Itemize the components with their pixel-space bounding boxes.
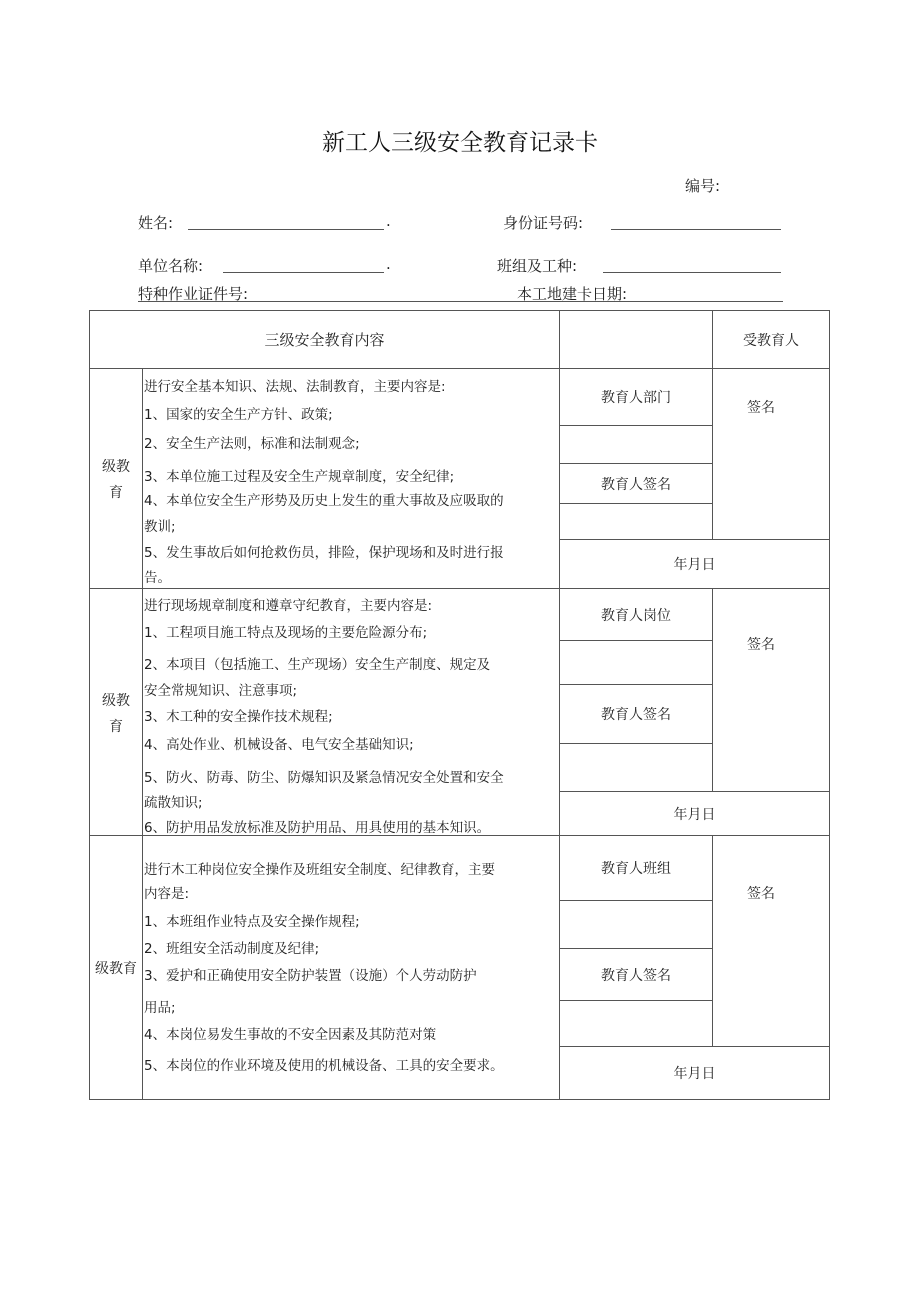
header-trainee: 受教育人 <box>743 332 799 349</box>
stage3-label: 级教育 <box>95 961 137 977</box>
stage2-content-line: 4、高处作业、机械设备、电气安全基础知识; <box>144 737 414 753</box>
stage1-content-line: 4、本单位安全生产形势及历史上发生的重大事故及应吸取的 <box>144 493 504 509</box>
stage2-label: 级教 育 <box>102 693 130 735</box>
special-cert-label: 特种作业证件号: <box>138 285 249 303</box>
stage2-educator-sign-field[interactable] <box>560 744 712 791</box>
id-number-label: 身份证号码: <box>503 214 584 232</box>
serial-number-label: 编号: <box>685 177 721 195</box>
stage1-bottom <box>89 588 830 589</box>
header-underline[interactable] <box>138 301 783 302</box>
table-border-bottom <box>89 1099 830 1100</box>
stage3-content-line: 5、本岗位的作业环境及使用的机械设备、工具的安全要求。 <box>144 1058 504 1074</box>
header-education-content: 三级安全教育内容 <box>264 331 385 349</box>
stage2-educator-post: 教育人岗位 <box>601 607 671 624</box>
unit-name-field-dot: . <box>386 255 391 273</box>
stage3-educator-sign-field[interactable] <box>560 1001 712 1046</box>
stage1-educator-sign-field[interactable] <box>560 504 712 539</box>
page-title: 新工人三级安全教育记录卡 <box>322 130 598 156</box>
stage3-educator-team: 教育人班组 <box>601 861 671 877</box>
stage1-content-line: 3、本单位施工过程及安全生产规章制度，安全纪律; <box>144 469 455 485</box>
card-date-label: 本工地建卡日期: <box>517 285 628 303</box>
stage3-content-line: 2、班组安全活动制度及纪律; <box>144 941 320 957</box>
table-border-right <box>829 310 830 1100</box>
stage1-content-line: 进行安全基本知识、法规、法制教育，主要内容是: <box>144 379 446 395</box>
stage1-educator-dept: 教育人部门 <box>601 390 671 406</box>
unit-name-label: 单位名称: <box>138 257 204 275</box>
stage2-content-line: 进行现场规章制度和遵章守纪教育，主要内容是: <box>144 598 433 614</box>
stage3-content-line: 进行木工种岗位安全操作及班组安全制度、纪律教育，主要 <box>144 862 495 878</box>
stage3-content-line: 3、爱护和正确使用安全防护装置（设施）个人劳动防护 <box>144 968 477 984</box>
stage2-educator-post-field[interactable] <box>560 641 712 684</box>
stage3-sign-divider <box>712 835 713 1046</box>
stage1-date: 年月日 <box>673 557 716 573</box>
stage2-content-line: 疏散知识; <box>144 795 203 811</box>
name-field-dot: . <box>386 212 391 230</box>
stage1-content-line: 1、国家的安全生产方针、政策; <box>144 407 333 423</box>
stage3-content-line: 4、本岗位易发生事故的不安全因素及其防范对策 <box>144 1027 437 1043</box>
stage1-content-line: 教训; <box>144 519 176 535</box>
stage2-content-line: 1、工程项目施工特点及现场的主要危险源分布; <box>144 625 428 641</box>
stage3-educator-team-field[interactable] <box>560 901 712 948</box>
team-trade-label: 班组及工种: <box>497 257 578 275</box>
table-header-bottom <box>89 368 830 369</box>
stage-col-divider <box>142 368 143 1099</box>
stage3-educator-sign: 教育人签名 <box>601 967 671 984</box>
stage2-content-line: 6、防护用品发放标准及防护用品、用具使用的基本知识。 <box>144 820 491 836</box>
stage3-trainee-sign: 签名 <box>747 886 775 902</box>
name-field[interactable] <box>188 229 384 230</box>
id-number-field[interactable] <box>611 229 781 230</box>
stage2-content-line: 2、本项目（包括施工、生产现场）安全生产制度、规定及 <box>144 657 491 673</box>
stage2-sign-divider <box>712 588 713 791</box>
unit-name-field[interactable] <box>223 272 384 273</box>
stage1-educator-dept-field[interactable] <box>560 426 712 463</box>
stage1-content-line: 告。 <box>144 570 171 586</box>
stage2-trainee-sign: 签名 <box>747 637 775 653</box>
name-label: 姓名: <box>138 214 174 232</box>
stage3-content-line: 内容是: <box>144 886 190 902</box>
stage2-content-line: 3、木工种的安全操作技术规程; <box>144 709 333 725</box>
stage3-content-line: 用品; <box>144 1000 176 1016</box>
team-trade-field[interactable] <box>603 272 781 273</box>
stage1-educator-sign: 教育人签名 <box>601 476 671 493</box>
stage2-educator-sign: 教育人签名 <box>601 707 671 723</box>
stage2-content-line: 5、防火、防毒、防尘、防爆知识及紧急情况安全处置和安全 <box>144 770 504 786</box>
stage3-content-line: 1、本班组作业特点及安全操作规程; <box>144 914 360 930</box>
stage2-date: 年月日 <box>673 806 716 823</box>
stage1-content-line: 5、发生事故后如何抢救伤员，排险，保护现场和及时进行报 <box>144 545 504 561</box>
stage1-trainee-sign: 签名 <box>747 400 775 416</box>
stage3-date: 年月日 <box>673 1066 716 1082</box>
stage1-content-line: 2、安全生产法则，标准和法制观念; <box>144 436 360 452</box>
stage2-content-line: 安全常规知识、注意事项; <box>144 683 298 699</box>
stage1-label: 级教 育 <box>102 459 130 501</box>
